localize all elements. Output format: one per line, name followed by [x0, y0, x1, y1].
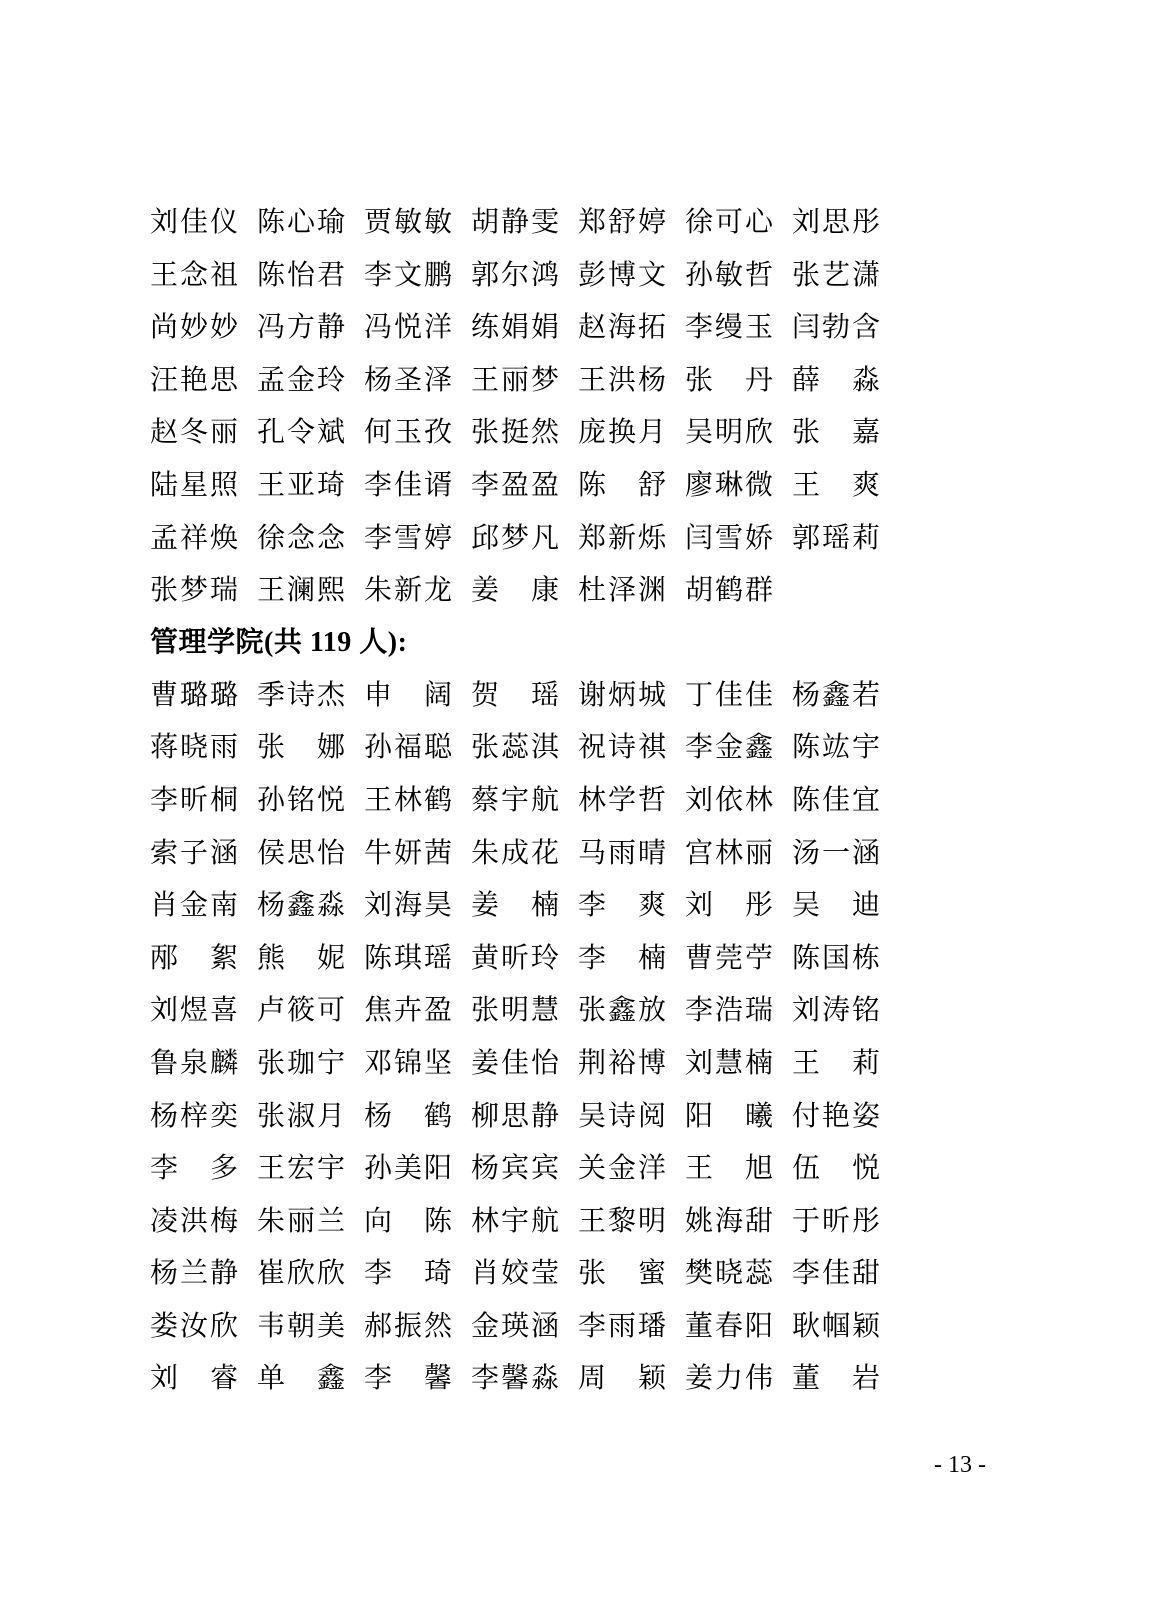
person-name: 廖 琳 微	[685, 467, 773, 501]
person-name: 朱 丽 兰	[257, 1203, 345, 1237]
person-name: 张 丹	[685, 362, 773, 396]
person-name: 陈 竑 宇	[792, 730, 880, 764]
person-name: 凌 洪 梅	[150, 1203, 238, 1237]
person-name: 王 丽 梦	[471, 362, 559, 396]
person-name: 杨 鑫 若	[792, 677, 880, 711]
name-row	[150, 1300, 910, 1353]
person-name: 汤 一 涵	[792, 835, 880, 869]
section-heading-management: 管理学院(共 119 人):	[150, 626, 408, 658]
person-name: 吴 诗 阅	[578, 1098, 666, 1132]
person-name: 卢 筱 可	[257, 993, 345, 1027]
person-name: 马 雨 晴	[578, 835, 666, 869]
person-name: 姜 楠	[471, 888, 559, 922]
person-name: 杨 梓 奕	[150, 1098, 238, 1132]
person-name: 李 佳 谞	[364, 467, 452, 501]
person-name: 闫 雪 娇	[685, 520, 773, 554]
name-row	[150, 459, 910, 512]
person-name: 庞 换 月	[578, 415, 666, 449]
name-list-management	[150, 669, 910, 1405]
person-name: 刘 依 林	[685, 782, 773, 816]
name-row	[150, 196, 910, 249]
person-name: 朱 新 龙	[364, 573, 452, 607]
person-name: 牛 妍 茜	[364, 835, 452, 869]
person-name: 郝 振 然	[364, 1308, 452, 1342]
person-name: 何 玉 孜	[364, 415, 452, 449]
person-name: 郭 瑶 莉	[792, 520, 880, 554]
person-name: 陈 心 瑜	[257, 205, 345, 238]
person-name: 李 爽	[578, 888, 666, 922]
person-name: 宫 林 丽	[685, 835, 773, 869]
name-row	[150, 879, 910, 932]
person-name: 赵 冬 丽	[150, 415, 238, 449]
person-name: 张 娜	[257, 730, 345, 764]
person-name: 张 挺 然	[471, 415, 559, 449]
person-name: 张 淑 月	[257, 1098, 345, 1132]
name-row	[150, 1195, 910, 1248]
person-name: 李 浩 瑞	[685, 993, 773, 1027]
person-name: 孙 福 聪	[364, 730, 452, 764]
name-row	[150, 1352, 910, 1405]
person-name: 李 多	[150, 1151, 238, 1185]
name-row	[150, 1037, 910, 1090]
name-row	[150, 564, 910, 617]
person-name: 付 艳 姿	[792, 1098, 880, 1132]
person-name: 陈 国 栋	[792, 940, 880, 974]
person-name: 曹 莞 苧	[685, 940, 773, 974]
name-row	[150, 721, 910, 774]
person-name: 邱 梦 凡	[471, 520, 559, 554]
person-name: 朱 成 花	[471, 835, 559, 869]
person-name: 李 雪 婷	[364, 520, 452, 554]
person-name: 吴 明 欣	[685, 415, 773, 449]
person-name: 杨 兰 静	[150, 1256, 238, 1290]
person-name: 杨 圣 泽	[364, 362, 452, 396]
person-name: 张 蕊 淇	[471, 730, 559, 764]
person-name: 刘 思 彤	[792, 205, 880, 238]
person-name: 蔡 宇 航	[471, 782, 559, 816]
person-name: 张 嘉	[792, 415, 880, 449]
person-name: 祝 诗 祺	[578, 730, 666, 764]
person-name: 韦 朝 美	[257, 1308, 345, 1342]
name-row	[150, 669, 910, 722]
person-name: 冯 方 静	[257, 310, 345, 344]
person-name: 季 诗 杰	[257, 677, 345, 711]
person-name: 李 雨 璠	[578, 1308, 666, 1342]
document-body	[150, 196, 910, 1405]
person-name: 林 学 哲	[578, 782, 666, 816]
person-name: 耿 帼 颖	[792, 1308, 880, 1342]
name-row	[150, 1247, 910, 1300]
person-name: 刘 佳 仪	[150, 205, 238, 238]
name-row	[150, 354, 910, 407]
person-name: 李 佳 甜	[792, 1256, 880, 1290]
person-name: 申 阔	[364, 677, 452, 711]
person-name: 丁 佳 佳	[685, 677, 773, 711]
name-row	[150, 301, 910, 354]
person-name: 汪 艳 思	[150, 362, 238, 396]
person-name: 吴 迪	[792, 888, 880, 922]
person-name: 姜 康	[471, 573, 559, 607]
person-name: 谢 炳 城	[578, 677, 666, 711]
person-name: 陈 怡 君	[257, 257, 345, 291]
name-row	[150, 774, 910, 827]
person-name: 王 莉	[792, 1045, 880, 1079]
person-name: 李 缦 玉	[685, 310, 773, 344]
person-name: 林 宇 航	[471, 1203, 559, 1237]
person-name: 王 旭	[685, 1151, 773, 1185]
person-name: 胡 鹤 群	[685, 573, 773, 607]
person-name: 姜 佳 怡	[471, 1045, 559, 1079]
person-name: 陈 琪 瑶	[364, 940, 452, 974]
name-row	[150, 1142, 910, 1195]
person-name: 侯 思 怡	[257, 835, 345, 869]
person-name: 王 爽	[792, 467, 880, 501]
person-name: 张 艺 潇	[792, 257, 880, 291]
person-name: 王 林 鹤	[364, 782, 452, 816]
person-name: 孔 令 斌	[257, 415, 345, 449]
person-name: 孙 铭 悦	[257, 782, 345, 816]
person-name: 金 瑛 涵	[471, 1308, 559, 1342]
person-name: 王 念 祖	[150, 257, 238, 291]
name-row	[150, 512, 910, 565]
name-row	[150, 406, 910, 459]
person-name: 张 明 慧	[471, 993, 559, 1027]
person-name: 向 陈	[364, 1203, 452, 1237]
person-name: 伍 悦	[792, 1151, 880, 1185]
person-name: 陆 星 照	[150, 467, 238, 501]
person-name: 贺 瑶	[471, 677, 559, 711]
person-name: 张 梦 瑞	[150, 573, 238, 607]
person-name: 杨 鹤	[364, 1098, 452, 1132]
person-name: 陈 佳 宜	[792, 782, 880, 816]
person-name: 李 馨	[364, 1361, 452, 1395]
person-name: 王 黎 明	[578, 1203, 666, 1237]
person-name: 周 颖	[578, 1361, 666, 1395]
person-name: 李 盈 盈	[471, 467, 559, 501]
person-name: 孙 敏 哲	[685, 257, 773, 291]
person-name: 李 琦	[364, 1256, 452, 1290]
person-name: 杜 泽 渊	[578, 573, 666, 607]
person-name: 鲁 泉 麟	[150, 1045, 238, 1079]
person-name: 闫 勃 含	[792, 310, 880, 344]
person-name: 孙 美 阳	[364, 1151, 452, 1185]
person-name: 李 楠	[578, 940, 666, 974]
person-name: 尚 妙 妙	[150, 310, 238, 344]
person-name: 李 金 鑫	[685, 730, 773, 764]
person-name: 王 澜 熙	[257, 573, 345, 607]
person-name: 曹 璐 璐	[150, 677, 238, 711]
person-name: 刘 煜 喜	[150, 993, 238, 1027]
person-name: 薛 淼	[792, 362, 880, 396]
person-name: 贾 敏 敏	[364, 205, 452, 238]
person-name: 娄 汝 欣	[150, 1308, 238, 1342]
person-name: 孟 祥 焕	[150, 520, 238, 554]
person-name: 索 子 涵	[150, 835, 238, 869]
name-row	[150, 932, 910, 985]
person-name: 郑 舒 婷	[578, 205, 666, 238]
person-name: 徐 可 心	[685, 205, 773, 238]
person-name: 刘 涛 铭	[792, 993, 880, 1027]
page-number: - 13 -	[934, 1452, 986, 1478]
person-name: 关 金 洋	[578, 1151, 666, 1185]
person-name: 冯 悦 洋	[364, 310, 452, 344]
person-name: 柳 思 静	[471, 1098, 559, 1132]
person-name: 蒋 晓 雨	[150, 730, 238, 764]
person-name: 张 珈 宁	[257, 1045, 345, 1079]
person-name: 姜 力 伟	[685, 1361, 773, 1395]
person-name: 郑 新 烁	[578, 520, 666, 554]
name-row	[150, 1090, 910, 1143]
person-name: 刘 睿	[150, 1361, 238, 1395]
person-name: 熊 妮	[257, 940, 345, 974]
name-row	[150, 249, 910, 302]
person-name: 王 宏 宇	[257, 1151, 345, 1185]
person-name: 董 春 阳	[685, 1308, 773, 1342]
person-name: 荆 裕 博	[578, 1045, 666, 1079]
person-name: 徐 念 念	[257, 520, 345, 554]
person-name: 李 文 鹏	[364, 257, 452, 291]
person-name: 李 馨 淼	[471, 1361, 559, 1395]
person-name: 刘 彤	[685, 888, 773, 922]
person-name: 郭 尔 鸿	[471, 257, 559, 291]
person-name: 崔 欣 欣	[257, 1256, 345, 1290]
person-name: 焦 卉 盈	[364, 993, 452, 1027]
person-name: 姚 海 甜	[685, 1203, 773, 1237]
person-name: 邓 锦 坚	[364, 1045, 452, 1079]
person-name: 樊 晓 蕊	[685, 1256, 773, 1290]
person-name: 陈 舒	[578, 467, 666, 501]
person-name: 胡 静 雯	[471, 205, 559, 238]
name-row	[150, 827, 910, 880]
person-name: 李 昕 桐	[150, 782, 238, 816]
person-name: 阳 曦	[685, 1098, 773, 1132]
person-name: 于 昕 彤	[792, 1203, 880, 1237]
person-name: 单 鑫	[257, 1361, 345, 1395]
person-name: 刘 海 昊	[364, 888, 452, 922]
name-list-continued	[150, 196, 910, 617]
person-name: 王 亚 琦	[257, 467, 345, 501]
person-name: 练 娟 娟	[471, 310, 559, 344]
person-name: 杨 鑫 淼	[257, 888, 345, 922]
person-name: 彭 博 文	[578, 257, 666, 291]
person-name: 黄 昕 玲	[471, 940, 559, 974]
person-name: 邴 絮	[150, 940, 238, 974]
person-name: 孟 金 玲	[257, 362, 345, 396]
person-name: 肖 金 南	[150, 888, 238, 922]
person-name: 刘 慧 楠	[685, 1045, 773, 1079]
person-name: 王 洪 杨	[578, 362, 666, 396]
person-name: 张 蜜	[578, 1256, 666, 1290]
person-name: 肖 姣 莹	[471, 1256, 559, 1290]
person-name: 杨 宾 宾	[471, 1151, 559, 1185]
name-row	[150, 984, 910, 1037]
person-name: 张 鑫 放	[578, 993, 666, 1027]
person-name: 赵 海 拓	[578, 310, 666, 344]
person-name: 董 岩	[792, 1361, 880, 1395]
